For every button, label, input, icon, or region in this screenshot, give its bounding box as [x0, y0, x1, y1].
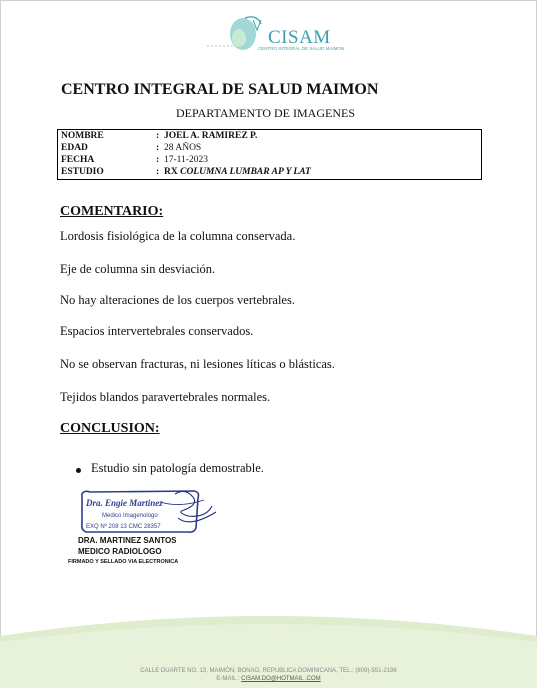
stamp-role: Medico Imagenologo [102, 513, 158, 519]
comment-line: Tejidos blandos paravertebrales normales. [60, 390, 271, 404]
footer-email-label: E-MAIL : [216, 676, 240, 682]
age-colon: : [156, 143, 160, 153]
study-name: COLUMNA LUMBAR AP Y LAT [180, 167, 311, 177]
doctor-fullname: DRA. MARTINEZ SANTOS [78, 536, 177, 545]
department-name: DEPARTAMENTO DE IMAGENES [176, 106, 355, 120]
logo-subtitle: CENTRO INTEGRAL DE SALUD MAIMON [258, 46, 345, 51]
name-value: JOEL A. RAMIREZ P. [164, 131, 258, 141]
study-value [164, 167, 311, 178]
age-label: EDAD [61, 143, 88, 153]
doctor-name [78, 535, 177, 557]
date-label: FECHA [61, 155, 95, 165]
study-colon: : [156, 167, 160, 177]
signature-stamp [80, 488, 220, 536]
conclusion-item: Estudio sin patología demostrable. [91, 461, 264, 475]
document-title: CENTRO INTEGRAL DE SALUD MAIMON [61, 81, 379, 98]
footer-email-line [0, 676, 537, 682]
comment-line: No se observan fracturas, ni lesiones líticas o blásticas. [60, 357, 335, 371]
date-value: 17-11-2023 [164, 155, 208, 165]
patient-info-box [57, 129, 482, 180]
name-colon: : [156, 131, 160, 141]
age-value: 28 AÑOS [164, 143, 202, 153]
signature-note: FIRMADO Y SELLADO VIA ELECTRONICA [68, 559, 179, 565]
footer-address: CALLE DUARTE NO. 13, MAIMÓN, BONAO, REPUBLICA DOMINICANA, TEL.: (809)-551-2196 [140, 668, 397, 674]
stamp-ids: EXQ Nº 208 13 CMC 28357 [86, 524, 161, 530]
conclusion-heading: CONCLUSION: [60, 421, 160, 436]
logo-wordmark: CISAM [268, 27, 331, 48]
date-colon: : [156, 155, 160, 165]
comment-line: No hay alteraciones de los cuerpos vertebrales. [60, 293, 295, 307]
doctor-role: MEDICO RADIOLOGO [78, 547, 162, 556]
study-prefix: RX [164, 167, 178, 177]
comment-line: Espacios intervertebrales conservados. [60, 324, 254, 338]
comment-heading: COMENTARIO: [60, 204, 164, 219]
name-label: NOMBRE [61, 131, 104, 141]
comment-line: Eje de columna sin desviación. [60, 262, 216, 276]
comment-line: Lordosis fisiológica de la columna conservada. [60, 229, 296, 243]
footer-email-link[interactable]: CISAM.DO@HOTMAIL .COM [241, 676, 321, 682]
stamp-name: Dra. Engie Martinez [86, 498, 163, 508]
bullet-icon [76, 468, 81, 473]
study-label: ESTUDIO [61, 167, 104, 177]
